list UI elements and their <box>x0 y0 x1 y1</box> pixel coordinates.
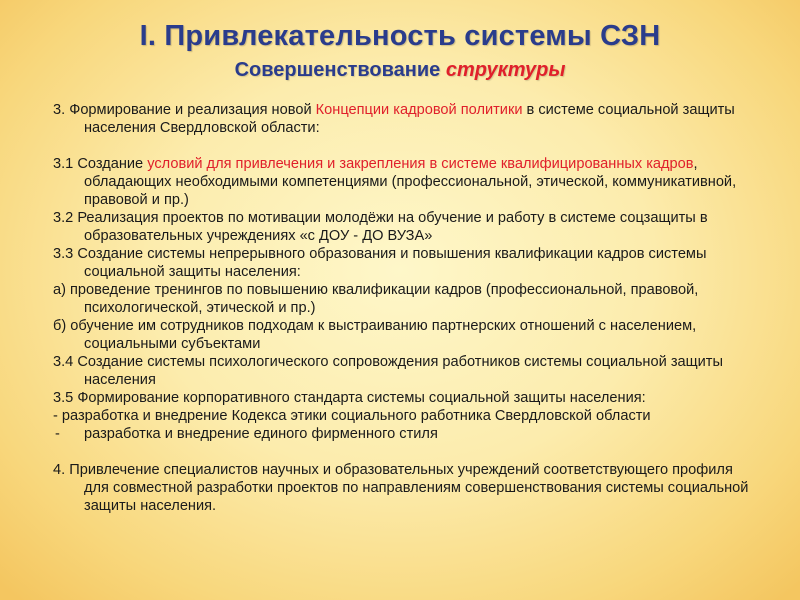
item-3-1 <box>53 155 758 209</box>
item-3-3: 3.3 Создание системы непрерывного образования и повышения квалификации кадров системы социальной защиты населения: <box>53 246 707 280</box>
item-3-5-a: - разработка и внедрение Кодекса этики социального работника Свердловской области <box>53 408 651 424</box>
slide-subtitle <box>0 59 800 82</box>
item-3-1-text-c: , обладающих необходимыми компетенциями (профессиональной, этической, коммуникативной, правовой и пр.) <box>84 156 737 208</box>
item-3-5-b-text: разработка и внедрение единого фирменного стиля <box>84 426 438 442</box>
item-3-1-text-a: 3.1 Создание <box>53 156 148 172</box>
item-3-3-a: а) проведение тренингов по повышению квалификации кадров (профессиональной, правовой, психологической, этической и пр.) <box>53 282 699 316</box>
item-3-5: 3.5 Формирование корпоративного стандарта системы социальной защиты населения: <box>53 390 646 406</box>
dash-bullet: - <box>55 426 60 442</box>
item-3-1-highlight: условий для привлечения и закрепления в системе квалифицированных кадров <box>147 156 694 172</box>
spacer <box>53 443 758 461</box>
subtitle-text: Совершенствование <box>234 59 446 81</box>
item-3-text-a: 3. Формирование и реализация новой <box>53 102 316 118</box>
item-3 <box>53 101 758 137</box>
item-3-highlight: Концепции кадровой политики <box>315 102 523 118</box>
item-4: 4. Привлечение специалистов научных и образовательных учреждений соответствующего профиля для совместной разработки проектов по направлениям совершенствования системы социальной защиты населения. <box>53 462 749 514</box>
subtitle-highlight: структуры <box>445 59 566 81</box>
item-3-4: 3.4 Создание системы психологического сопровождения работников системы социальной защиты населения <box>53 354 723 388</box>
item-3-5-b <box>53 425 758 443</box>
slide-title: I. Привлекательность системы СЗН <box>139 20 661 52</box>
item-3-3-b: б) обучение им сотрудников подходам к выстраиванию партнерских отношений с населением, социальными субъектами <box>53 318 697 352</box>
item-3-text-c: в системе социальной защиты населения Свердловской области: <box>84 102 735 136</box>
spacer <box>53 137 758 155</box>
slide-content <box>53 101 758 515</box>
item-3-2: 3.2 Реализация проектов по мотивации молодёжи на обучение и работу в системе соцзащиты в образовательных учреждениях «с ДОУ - ДО ВУЗА» <box>53 210 708 244</box>
